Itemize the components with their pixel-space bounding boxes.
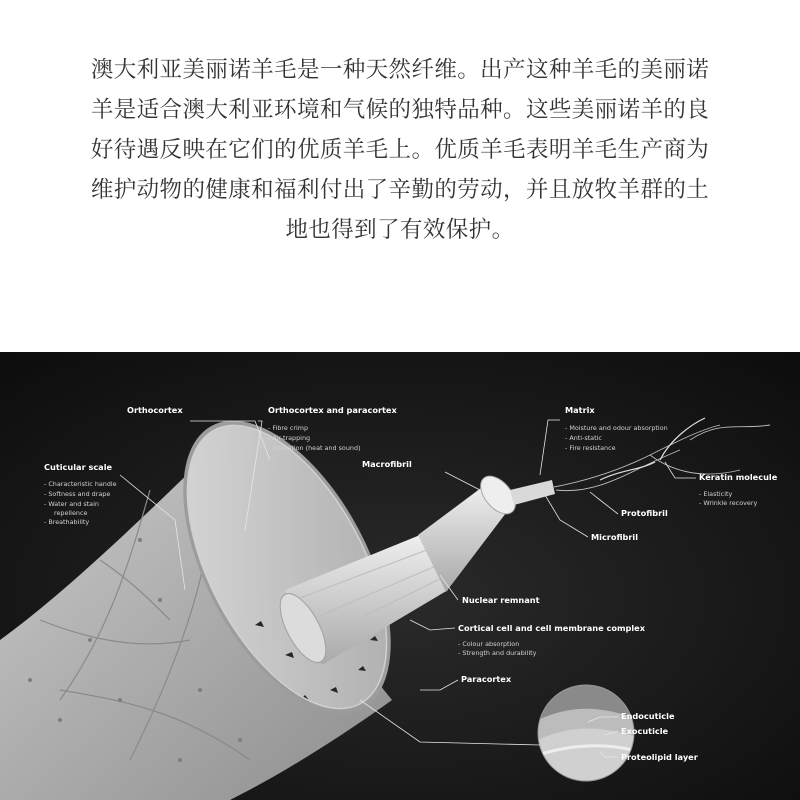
intro-line: 澳大利亚美丽诺羊毛是一种天然纤维。出产这种羊毛的美丽诺	[90, 57, 710, 83]
label-endocuticle: Endocuticle	[621, 711, 675, 721]
label-matrix-item: - Anti-static	[565, 434, 602, 442]
label-ortho-para-item: - Air-trapping	[268, 434, 311, 442]
wool-fibre-diagram	[0, 352, 800, 800]
label-matrix-item: - Moisture and odour absorption	[565, 424, 668, 432]
label-paracortex: Paracortex	[461, 674, 512, 684]
label-cortical-item: - Colour absorption	[458, 640, 520, 648]
label-cuticular-item: - Softness and drape	[44, 490, 111, 498]
label-cortical-item: - Strength and durability	[458, 649, 537, 657]
label-orthocortex: Orthocortex	[127, 405, 183, 415]
label-protofibril: Protofibril	[621, 508, 668, 518]
label-cuticular-item: - Characteristic handle	[44, 480, 117, 488]
label-nuclear: Nuclear remnant	[462, 595, 540, 605]
label-ortho-para: Orthocortex and paracortex	[268, 405, 397, 415]
label-matrix-item: - Fire resistance	[565, 444, 616, 452]
label-cuticular-item: repellence	[54, 509, 88, 517]
label-cuticular-item: - Breathability	[44, 518, 90, 526]
label-microfibril: Microfibril	[591, 532, 639, 542]
label-proteolipid: Proteolipid layer	[621, 752, 698, 762]
intro-text-panel	[0, 0, 800, 352]
label-ortho-para-item: - Insulation (heat and sound)	[268, 444, 361, 452]
intro-paragraph	[40, 50, 760, 250]
intro-line: 羊是适合澳大利亚环境和气候的独特品种。这些美丽诺羊的良	[90, 97, 710, 123]
intro-line: 地也得到了有效保护。	[285, 217, 515, 243]
label-macrofibril: Macrofibril	[362, 459, 412, 469]
label-keratin-item: - Wrinkle recovery	[699, 499, 758, 507]
intro-line: 好待遇反映在它们的优质羊毛上。优质羊毛表明羊毛生产商为	[90, 137, 710, 163]
label-keratin-item: - Elasticity	[699, 490, 733, 498]
label-cuticular-item: - Water and stain	[44, 500, 99, 508]
label-keratin: Keratin molecule	[699, 472, 778, 482]
label-cuticular: Cuticular scale	[44, 462, 113, 472]
label-exocuticle: Exocuticle	[621, 726, 669, 736]
wool-fibre-illustration	[0, 352, 800, 800]
label-matrix: Matrix	[565, 405, 595, 415]
label-ortho-para-item: - Fibre crimp	[268, 424, 309, 432]
label-cortical: Cortical cell and cell membrane complex	[458, 623, 646, 633]
intro-line: 维护动物的健康和福利付出了辛勤的劳动，并且放牧羊群的土	[90, 177, 710, 203]
